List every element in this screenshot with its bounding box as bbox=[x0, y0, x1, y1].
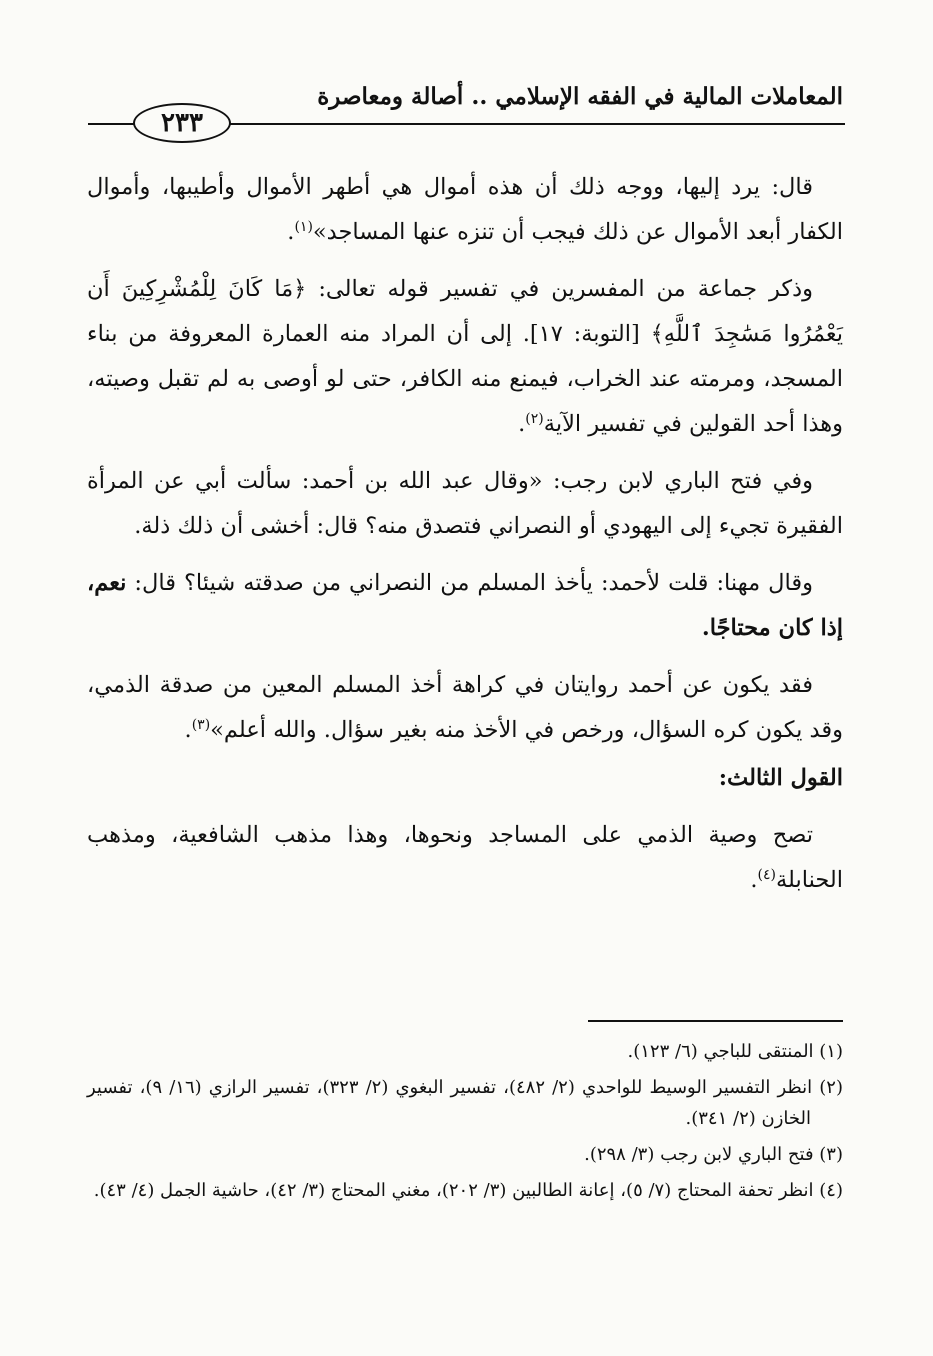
paragraph-2 bbox=[87, 267, 843, 447]
footnote-2: (٢) انظر التفسير الوسيط للواحدي (٢/ ٤٨٢)، تفسير البغوي (٢/ ٣٢٣)، تفسير الرازي (١٦/ ٩)، تفسير الخازن (٢/ ٣٤١). bbox=[87, 1077, 843, 1129]
paragraph-6-end: . bbox=[750, 867, 758, 893]
footnote-separator bbox=[588, 1020, 843, 1022]
page-number: ٢٣٣ bbox=[133, 103, 231, 143]
footnote-ref-1[interactable]: (١) bbox=[294, 219, 313, 235]
paragraph-3-text: وفي فتح الباري لابن رجب: «وقال عبد الله بن أحمد: سألت أبي عن المرأة الفقيرة تجيء إلى اليهودي أو النصراني فتصدق منه؟ قال: أخشى أن ذلك ذلة. bbox=[87, 468, 843, 539]
footnote-ref-4[interactable]: (٤) bbox=[757, 867, 776, 883]
paragraph-5-text: فقد يكون عن أحمد روايتان في كراهة أخذ المسلم المعين من صدقة الذمي، وقد يكون كره السؤال، ورخص في الأخذ منه بغير سؤال. والله أعلم» bbox=[87, 672, 843, 743]
footnote-1: (١) المنتقى للباجي (٦/ ١٢٣). bbox=[627, 1041, 843, 1062]
paragraph-4-bold: نعم، إذا كان محتاجًا. bbox=[87, 570, 843, 641]
paragraph-6 bbox=[87, 813, 843, 903]
paragraph-1-text: قال: يرد إليها، ووجه ذلك أن هذه أموال هي أطهر الأموال وأطيبها، وأموال الكفار أبعد الأموال عن ذلك فيجب أن تنزه عنها المساجد» bbox=[87, 174, 843, 245]
paragraph-4-text: وقال مهنا: قلت لأحمد: يأخذ المسلم من النصراني من صدقته شيئا؟ قال: bbox=[134, 570, 813, 596]
paragraph-2-text: وذكر جماعة من المفسرين في تفسير قوله تعالى: ﴿مَا كَانَ لِلْمُشْرِكِينَ أَن يَعْمُرُوا مَسَٰجِدَ ٱللَّهِ﴾ [التوبة: ١٧]. إلى أن المراد منه العمارة المعروفة من بناء المسجد، ومرمته عند الخراب، فيمنع منه الكافر، حتى لو أوصى به لم تقبل وصيته، وهذا أحد القولين في تفسير الآية bbox=[87, 276, 843, 437]
paragraph-1 bbox=[87, 165, 843, 255]
paragraph-5-end: . bbox=[184, 717, 192, 743]
footnote-3: (٣) فتح الباري لابن رجب (٣/ ٢٩٨). bbox=[584, 1144, 843, 1165]
footnote-ref-3[interactable]: (٣) bbox=[191, 717, 211, 733]
main-text bbox=[87, 165, 843, 915]
footnote-ref-2[interactable]: (٢) bbox=[525, 411, 544, 427]
paragraph-2-end: . bbox=[518, 411, 526, 437]
paragraph-1-end: . bbox=[287, 219, 295, 245]
footnotes bbox=[87, 1036, 843, 1211]
section-heading: القول الثالث: bbox=[718, 765, 843, 791]
paragraph-6-text: تصح وصية الذمي على المساجد ونحوها، وهذا مذهب الشافعية، ومذهب الحنابلة bbox=[87, 822, 843, 893]
footnote-4: (٤) انظر تحفة المحتاج (٧/ ٥)، إعانة الطالبين (٣/ ٢٠٢)، مغني المحتاج (٣/ ٤٢)، حاشية الجمل (٤/ ٤٣). bbox=[93, 1180, 843, 1201]
running-header-title: المعاملات المالية في الفقه الإسلامي .. أصالة ومعاصرة bbox=[317, 83, 843, 110]
paragraph-4 bbox=[87, 561, 843, 651]
paragraph-5 bbox=[87, 663, 843, 753]
paragraph-3 bbox=[87, 459, 843, 549]
